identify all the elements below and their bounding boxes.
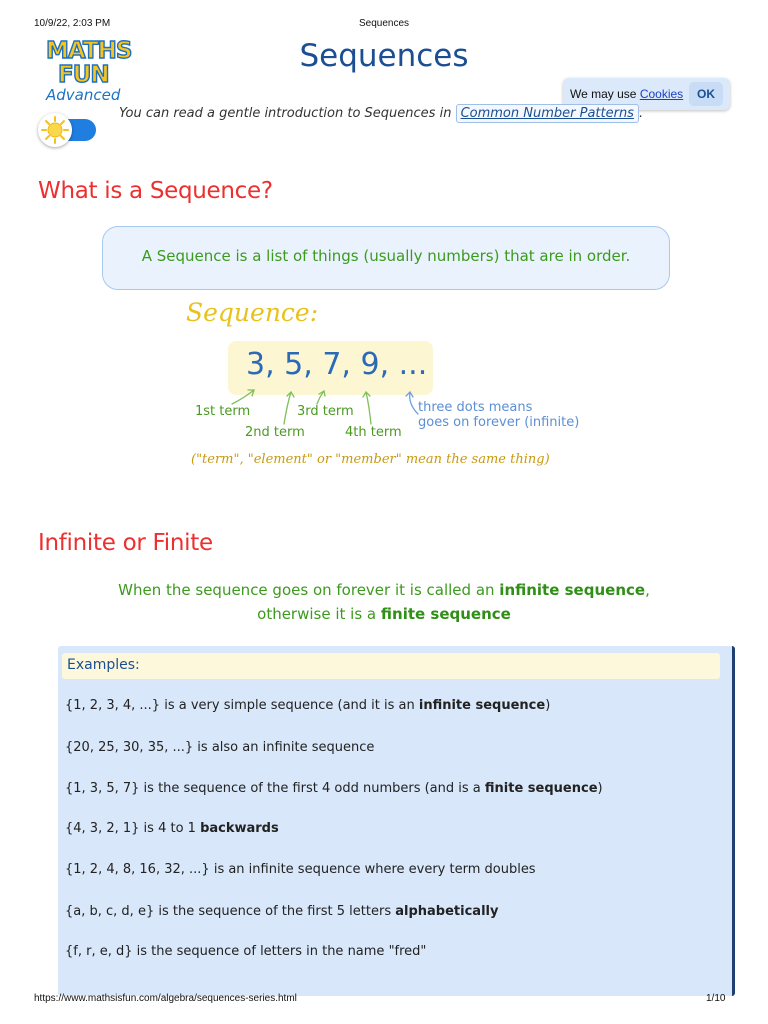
arrow-three-dots [410,392,418,414]
sequence-label: Sequence: [186,298,319,327]
label-1st-term: 1st term [195,404,251,419]
label-3rd-term: 3rd term [297,404,354,419]
example-line: {1, 2, 3, 4, ...} is a very simple sequence (and it is an infinite sequence) [65,698,551,713]
arrow-4th-term [366,392,371,424]
example-line: {1, 3, 5, 7} is the sequence of the first 4 odd numbers (and is a finite sequence) [65,781,603,796]
examples-header [62,653,720,679]
example-line: {4, 3, 2, 1} is 4 to 1 backwards [65,821,279,836]
print-title: Sequences [358,18,410,29]
cookie-link[interactable]: Cookies [639,87,684,101]
three-dots-note-line2: goes on forever (infinite) [418,415,580,430]
heading-infinite-or-finite: Infinite or Finite [38,530,213,556]
logo-word-fun: FUN [58,62,109,88]
arrow-2nd-term [284,392,291,424]
example-line: {20, 25, 30, 35, ...} is also an infinite sequence [65,740,375,755]
example-line: {f, r, e, d} is the sequence of letters in the name "fred" [65,944,427,959]
page-title: Sequences [299,38,469,74]
three-dots-note-line1: three dots means [418,400,533,415]
logo-subtitle: Advanced [46,86,121,104]
label-4th-term: 4th term [345,425,402,440]
example-line: {1, 2, 4, 8, 16, 32, ...} is an infinite sequence where every term doubles [65,862,536,877]
print-page-number: 1/10 [706,993,726,1004]
sequence-numbers: 3, 5, 7, 9, ... [246,347,428,382]
intro-text: You can read a gentle introduction to Sequences in Common Number Patterns . [119,106,644,121]
print-datetime: 10/9/22, 2:03 PM [34,18,111,29]
cookie-text: We may use Cookies [570,87,684,101]
finite-definition-line2: otherwise it is a finite sequence [257,605,511,623]
examples-title: Examples: [67,657,140,673]
cookie-ok-button[interactable]: OK [689,82,723,106]
example-line: {a, b, c, d, e} is the sequence of the first 5 letters alphabetically [65,904,499,919]
label-2nd-term: 2nd term [245,425,305,440]
print-url: https://www.mathsisfun.com/algebra/sequences-series.html [34,993,297,1004]
heading-what-is-sequence: What is a Sequence? [38,178,273,204]
arrow-1st-term [232,390,254,404]
term-synonyms-note: ("term", "element" or "member" mean the same thing) [191,452,550,467]
common-number-patterns-link[interactable]: Common Number Patterns [456,104,639,123]
infinite-definition-line1: When the sequence goes on forever it is called an infinite sequence, [118,581,650,599]
logo-word-maths: MATHS [46,38,132,64]
definition-text: A Sequence is a list of things (usually numbers) that are in order. [141,247,631,265]
